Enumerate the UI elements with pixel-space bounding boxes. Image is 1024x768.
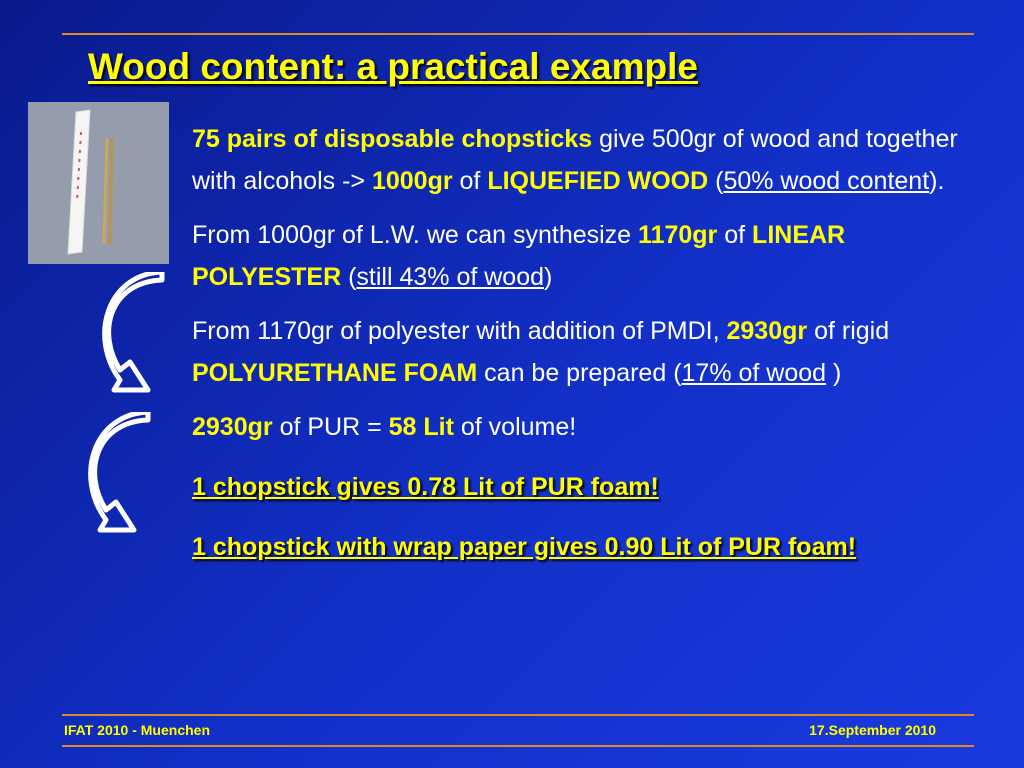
paragraph-volume bbox=[192, 406, 992, 448]
footer-rule-top bbox=[62, 714, 974, 716]
underlined-text: 17% of wood bbox=[681, 359, 827, 387]
highlight-line-2 bbox=[192, 526, 992, 568]
curved-arrow-icon bbox=[90, 272, 176, 402]
top-rule bbox=[62, 33, 974, 35]
paragraph-chopsticks bbox=[192, 118, 992, 202]
chopsticks-image bbox=[28, 102, 169, 264]
emphasis: LIQUEFIED WOOD bbox=[487, 167, 709, 195]
text: give 500gr of wood and together with alcohols -> bbox=[192, 125, 958, 195]
slide-title: Wood content: a practical example bbox=[88, 46, 698, 87]
curved-arrow-icon-2 bbox=[76, 412, 162, 542]
text: of rigid bbox=[807, 317, 890, 345]
underlined-text: 50% wood content bbox=[723, 167, 930, 195]
text: of bbox=[717, 221, 753, 249]
underlined-text: still 43% of wood bbox=[356, 263, 545, 291]
emphasis: 2930gr bbox=[726, 317, 808, 345]
text: ( bbox=[341, 263, 357, 291]
text: of bbox=[452, 167, 488, 195]
emphasis: POLYURETHANE FOAM bbox=[192, 359, 478, 387]
text: ). bbox=[929, 167, 945, 195]
text: ) bbox=[544, 263, 553, 291]
highlight-text: 1 chopstick gives 0.78 Lit of PUR foam! bbox=[192, 473, 659, 501]
chopsticks-photo bbox=[28, 102, 169, 264]
footer-rule-bottom bbox=[62, 745, 974, 747]
slide-body bbox=[192, 118, 992, 580]
highlight-text: 1 chopstick with wrap paper gives 0.90 Lit of PUR foam! bbox=[192, 533, 857, 561]
text: From 1170gr of polyester with addition of PMDI, bbox=[192, 317, 727, 345]
emphasis: LINEAR POLYESTER bbox=[192, 221, 846, 291]
paragraph-polyester bbox=[192, 214, 992, 298]
text: From 1000gr of L.W. we can synthesize bbox=[192, 221, 639, 249]
text: ) bbox=[826, 359, 842, 387]
footer-left: IFAT 2010 - Muenchen bbox=[64, 722, 210, 738]
text: of volume! bbox=[453, 413, 577, 441]
emphasis: 1000gr bbox=[371, 167, 453, 195]
emphasis: 58 Lit bbox=[388, 413, 454, 441]
text: can be prepared ( bbox=[477, 359, 682, 387]
emphasis: 75 pairs of disposable chopsticks bbox=[192, 125, 593, 153]
text: of PUR = bbox=[272, 413, 389, 441]
emphasis: 1170gr bbox=[638, 221, 718, 249]
highlight-line-1 bbox=[192, 466, 992, 508]
emphasis: 2930gr bbox=[192, 413, 273, 441]
text: ( bbox=[708, 167, 724, 195]
footer-right: 17.September 2010 bbox=[809, 722, 936, 738]
paragraph-foam bbox=[192, 310, 992, 394]
